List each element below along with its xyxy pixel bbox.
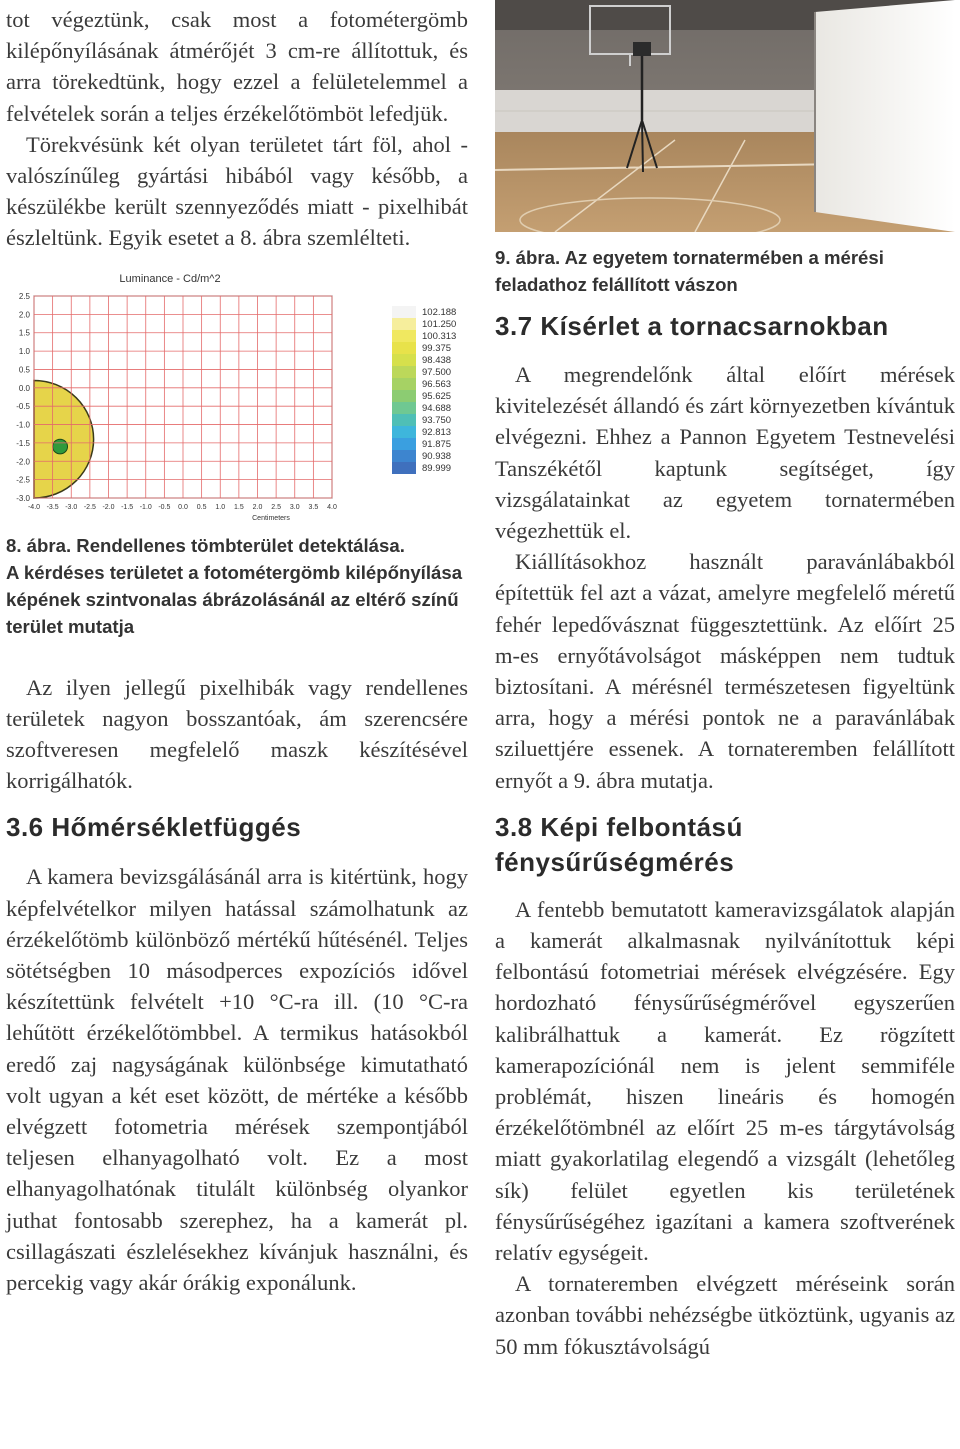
y-tick-label: -2.0 xyxy=(16,456,30,466)
paragraph-temperature: A kamera bevizsgálásánál arra is kitértünk, hogy képfelvételkor milyen hatással számolhatunk az érzékelőtömb különböző mértékű hűtésénél. Teljes sötétségben 10 másodperces expozíciós idővel készítettünk felvételt +10 °C-ra ill. (10 °C-ra lehűtött érzékelőtömbbel. A termikus hatásokból eredő zaj nagyságának különbsége kimutatható volt ugyan a két eset között, de mértéke a később elvégzett fotometria mérések szempontjából teljesen elhanyagolható volt. Ez a most elhanyagolhatónak titulált különbség olyankor juthat fontosabb szerephez, ha a kamerát pl. csillagászati észlelésekhez kívánjuk használni, és percekig vagy akár órákig exponálunk. xyxy=(6,864,468,1296)
legend-value: 90.938 xyxy=(422,450,452,462)
legend-swatch xyxy=(392,342,416,354)
legend-value: 89.999 xyxy=(422,462,452,474)
figure-9-caption: 9. ábra. Az egyetem tornatermében a mérési feladathoz felállított vászon xyxy=(495,247,884,295)
legend-swatch xyxy=(392,318,416,330)
paragraph-intro: tot végeztünk, csak most a fotométergömb kilépőnyílásának átmérőjét 3 cm-re állítottuk, és arra törekedtünk, hogy ezzel a felületelemmel a felvételek során a teljes érzékelőtömböt lefedjük. xyxy=(6,7,468,126)
x-tick-label: -1.0 xyxy=(139,503,152,511)
x-tick-label: -2.5 xyxy=(83,503,96,511)
legend-swatch xyxy=(392,402,416,414)
right-column xyxy=(495,0,955,1362)
x-tick-label: -3.0 xyxy=(65,503,78,511)
section-3-8-title: 3.8 Képi felbontású fénysűrűségmérés xyxy=(495,811,743,877)
legend-value: 91.875 xyxy=(422,438,452,450)
y-tick-label: -2.5 xyxy=(16,475,30,485)
paragraph-gym-1: A megrendelőnk által előírt mérések kivitelezését állandó és zárt környezetben kívántuk elvégezni. Ehhez a Pannon Egyetem Testnevelési Tanszékétől kaptunk segítséget, így vizsgálatainkat az egyetem tornatermében végezhettük el. xyxy=(495,362,955,544)
paragraph-resolution-1: A fentebb bemutatott kameravizsgálatok alapján a kamerát alkalmasnak nyilvánítottuk képi felbontású fotometriai mérések elvégzésére. Egy hordozható fénysűrűségmérővel egyszerűen kalibrálhattuk a kamerát. Ez rögzített kamerapozíciónál nem is jelent semmiféle problémát, hiszen lineáris és homogén érzékelőtömbnél az előírt 25 m-es tárgytávolság miatt gyakorlatilag elegendő a vizsgált (lehetőleg sík) felület egyetlen kis területének fénysűrűségéhez igazítani a kamera szoftverének relatív egységeit. xyxy=(495,896,955,1266)
legend-swatch xyxy=(392,414,416,426)
legend-value: 92.813 xyxy=(422,426,452,438)
x-tick-label: 1.5 xyxy=(234,503,244,511)
legend-swatch xyxy=(392,462,416,474)
legend-value: 95.625 xyxy=(422,390,452,402)
y-tick-label: 0.0 xyxy=(18,383,30,393)
paragraph-gym-2: Kiállításokhoz használt paravánlábakból építettük fel azt a vázat, amelyre megfelelő méretű fehér lepedővásznat függesztettünk. Az előírt 25 m-es ernyőtávolságot másképpen nem tudtuk biztosítani. A mérésnél természetesen figyeltünk arra, hogy a mérési pontok ne a paravánlábak sziluettjére essenek. A tornateremben felállított ernyőt a 9. ábra mutatja. xyxy=(495,549,955,793)
paragraph-pixel-defect: Törekvésünk két olyan területet tárt föl, ahol - valószínűleg gyártási hibából vagy később, a készülékbe került szennyeződés miatt - pixelhibát észleltünk. Egyik esetet a 8. ábra szemlélteti. xyxy=(6,131,468,251)
defect-spot xyxy=(53,439,68,454)
x-axis-label: Centimeters xyxy=(252,514,290,522)
x-tick-label: 0.0 xyxy=(178,503,188,511)
paragraph-mask: Az ilyen jellegű pixelhibák vagy rendellenes területek nagyon bosszantóak, ám szerencsére szoftveresen megfelelő maszk készítésével korrigálhatók. xyxy=(6,674,468,794)
x-tick-label: 0.5 xyxy=(196,503,207,511)
y-tick-label: 1.0 xyxy=(18,346,30,356)
y-tick-label: 0.5 xyxy=(18,365,30,375)
legend-value: 96.563 xyxy=(422,378,452,390)
legend-value: 98.438 xyxy=(422,354,452,366)
y-tick-label: -3.0 xyxy=(16,493,30,503)
x-tick-label: 1.0 xyxy=(215,503,226,511)
section-3-7-title: 3.7 Kísérlet a tornacsarnokban xyxy=(495,311,889,341)
legend-swatch xyxy=(392,390,416,402)
legend-swatch xyxy=(392,450,416,462)
section-3-6-title: 3.6 Hőmérsékletfüggés xyxy=(6,812,302,843)
y-tick-label: 2.0 xyxy=(18,309,30,319)
left-column xyxy=(6,0,468,1298)
figure-8-caption-text: A kérdéses területet a fotométergömb kilépőnyílása képének szintvonalas ábrázolásánál az eltérő színű terület mutatja xyxy=(6,561,463,637)
luminance-contour-chart xyxy=(6,266,468,528)
y-tick-label: -0.5 xyxy=(16,401,30,411)
legend-value: 93.750 xyxy=(422,414,452,426)
figure-8 xyxy=(6,266,468,528)
legend-swatch xyxy=(392,366,416,378)
x-tick-label: 4.0 xyxy=(327,503,337,511)
legend-swatch xyxy=(392,306,416,318)
legend-value: 102.188 xyxy=(422,306,457,318)
figure-9-photo xyxy=(495,0,955,232)
x-tick-label: -3.5 xyxy=(46,503,59,511)
x-tick-label: 3.5 xyxy=(308,503,319,511)
y-tick-label: -1.0 xyxy=(16,420,30,430)
legend-value: 99.375 xyxy=(422,342,452,354)
x-tick-label: -2.0 xyxy=(102,503,115,511)
x-tick-label: -4.0 xyxy=(27,503,41,511)
x-tick-label: 2.0 xyxy=(252,503,263,511)
y-tick-label: 1.5 xyxy=(18,328,30,338)
legend-swatch xyxy=(392,354,416,366)
gym-screen-photo xyxy=(495,0,955,232)
legend-value: 97.500 xyxy=(422,366,452,378)
x-tick-label: 3.0 xyxy=(289,503,300,511)
legend-value: 94.688 xyxy=(422,402,452,414)
y-tick-label: -1.5 xyxy=(16,438,30,448)
legend-value: 100.313 xyxy=(422,330,457,342)
figure-8-caption-title: 8. ábra. Rendellenes tömbterület detektálása. xyxy=(6,534,405,556)
legend-swatch xyxy=(392,426,416,438)
legend-swatch xyxy=(392,378,416,390)
x-tick-label: -1.5 xyxy=(121,503,134,511)
x-tick-label: 2.5 xyxy=(271,503,281,511)
legend-swatch xyxy=(392,438,416,450)
paragraph-resolution-2: A tornateremben elvégzett méréseink során azonban további nehézségbe ütköztünk, ugyanis az 50 mm fókusztávolságú xyxy=(495,1271,955,1359)
chart-title: Luminance - Cd/m^2 xyxy=(119,272,221,285)
legend-swatch xyxy=(392,330,416,342)
legend-value: 101.250 xyxy=(422,318,457,330)
y-tick-label: 2.5 xyxy=(18,291,30,301)
x-tick-label: -0.5 xyxy=(158,503,171,511)
